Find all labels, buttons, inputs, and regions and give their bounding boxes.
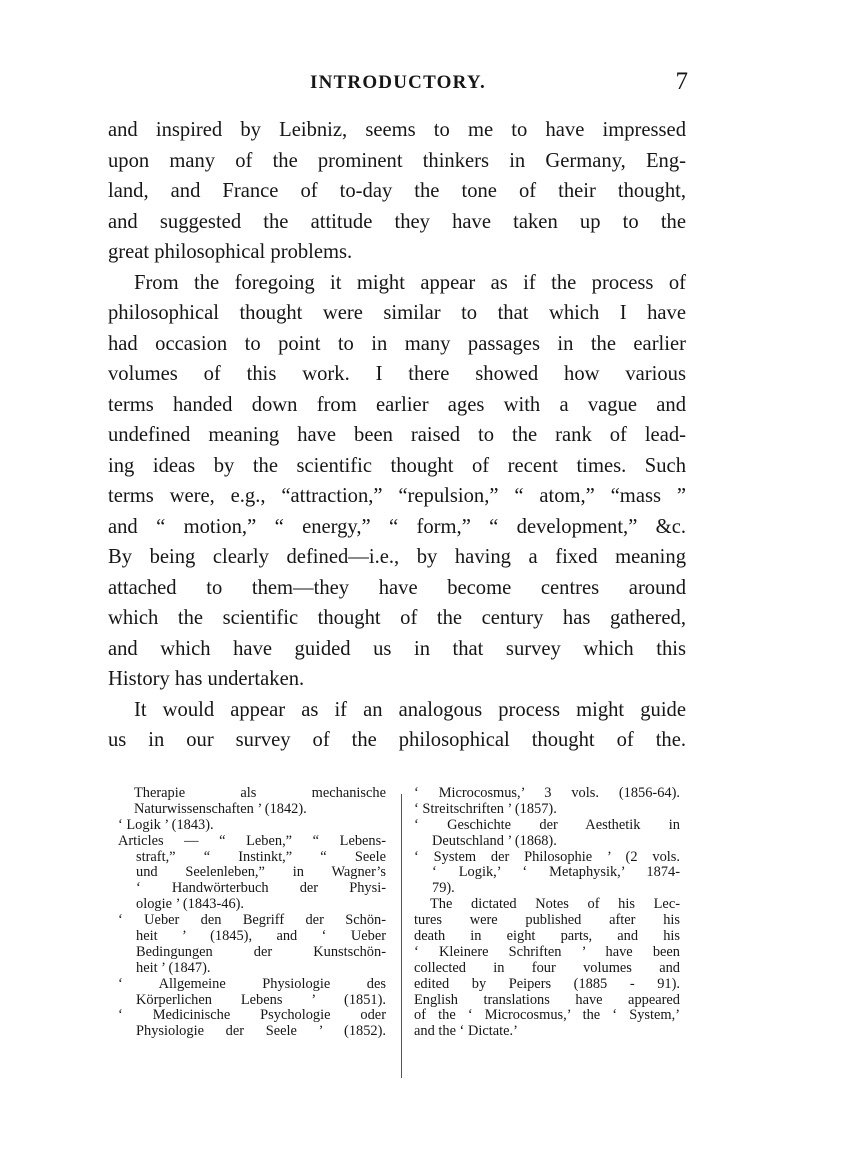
footnote-line: ‘ Ueber den Begriff der Schön-: [118, 912, 386, 929]
body-line: undefined meaning have been raised to the rank of lead-: [108, 424, 686, 446]
footnote-line: ‘ Logik ’ (1843).: [118, 816, 214, 833]
footnote-line: Physiologie der Seele ’ (1852).: [136, 1023, 386, 1040]
footnote-line: Naturwissenschaften ’ (1842).: [134, 800, 307, 817]
body-line: philosophical thought were similar to that which I have: [108, 302, 686, 324]
body-line: and “ motion,” “ energy,” “ form,” “ development,” &c.: [108, 515, 686, 538]
footnote-line: Articles — “ Leben,” “ Lebens-: [118, 832, 386, 849]
body-line: volumes of this work. I there showed how various: [108, 363, 686, 385]
body-line: History has undertaken.: [108, 668, 305, 690]
body-line: upon many of the prominent thinkers in Germany, Eng-: [108, 149, 686, 172]
body-line: had occasion to point to in many passages in the earlier: [108, 332, 686, 355]
body-line: ing ideas by the scientific thought of recent times. Such: [108, 454, 686, 477]
footnote-line: heit ’ (1847).: [136, 959, 211, 976]
running-head: INTRODUCTORY.: [310, 72, 486, 93]
body-line: land, and France of to-day the tone of their thought,: [108, 180, 686, 202]
footnote-line: ‘ Medicinische Psychologie oder: [118, 1007, 386, 1024]
footnote-line: of the ‘ Microcosmus,’ the ‘ System,’: [414, 1007, 680, 1024]
body-line: attached to them—they have become centres around: [108, 576, 686, 599]
body-line: and inspired by Leibniz, seems to me to have impressed: [108, 119, 686, 141]
footnote-line: The dictated Notes of his Lec-: [430, 896, 680, 913]
footnote-column-divider: [401, 794, 402, 1078]
footnote-line: collected in four volumes and: [414, 959, 680, 976]
body-line: great philosophical problems.: [108, 241, 353, 263]
page-header: [108, 68, 688, 102]
footnote-line: Bedingungen der Kunstschön-: [136, 943, 386, 960]
footnote-line: ‘ Handwörterbuch der Physi-: [136, 880, 386, 897]
footnote-line: heit ’ (1845), and ‘ Ueber: [136, 928, 386, 945]
footnote-line: straft,” “ Instinkt,” “ Seele: [136, 848, 386, 865]
body-line: and suggested the attitude they have taken up to the: [108, 210, 686, 233]
body-line: From the foregoing it might appear as if the process of: [134, 271, 686, 294]
body-line: and which have guided us in that survey which this: [108, 637, 686, 660]
footnote-line: und Seelenleben,” in Wagner’s: [136, 864, 386, 881]
body-line: terms were, e.g., “attraction,” “repulsion,” “ atom,” “mass ”: [108, 485, 686, 507]
footnote-line: death in eight parts, and his: [414, 928, 680, 945]
footnote-line: ‘ Kleinere Schriften ’ have been: [414, 943, 680, 960]
body-line: terms handed down from earlier ages with a vague and: [108, 393, 686, 416]
footnote-line: 79).: [432, 880, 455, 897]
footnote-column-right: [414, 786, 680, 1040]
footnote-line: ‘ Logik,’ ‘ Metaphysik,’ 1874-: [432, 864, 680, 881]
footnote-line: and the ‘ Dictate.’: [414, 1023, 518, 1040]
body-line: By being clearly defined—i.e., by having a fixed meaning: [108, 546, 686, 568]
body-line: us in our survey of the philosophical thought of the.: [108, 729, 686, 751]
footnote-line: tures were published after his: [414, 912, 680, 929]
footnote-line: English translations have appeared: [414, 991, 680, 1008]
footnote-line: Körperlichen Lebens ’ (1851).: [136, 991, 386, 1008]
footnote-column-left: [118, 786, 386, 1040]
footnote-line: ologie ’ (1843-46).: [136, 896, 245, 913]
footnote-line: Therapie als mechanische: [134, 785, 386, 801]
footnote-line: edited by Peipers (1885 - 91).: [414, 975, 680, 992]
body-line: It would appear as if an analogous process might guide: [134, 698, 686, 721]
body-text: [108, 115, 686, 756]
footnote-line: ‘ Microcosmus,’ 3 vols. (1856-64).: [414, 785, 680, 801]
body-line: which the scientific thought of the century has gathered,: [108, 607, 686, 629]
footnote-line: ‘ Geschichte der Aesthetik in: [414, 816, 680, 833]
page-number: 7: [675, 68, 688, 95]
footnote-line: ‘ Allgemeine Physiologie des: [118, 975, 386, 992]
footnote-line: ‘ Streitschriften ’ (1857).: [414, 800, 557, 817]
footnote-line: ‘ System der Philosophie ’ (2 vols.: [414, 848, 680, 865]
footnote-line: Deutschland ’ (1868).: [432, 832, 557, 849]
